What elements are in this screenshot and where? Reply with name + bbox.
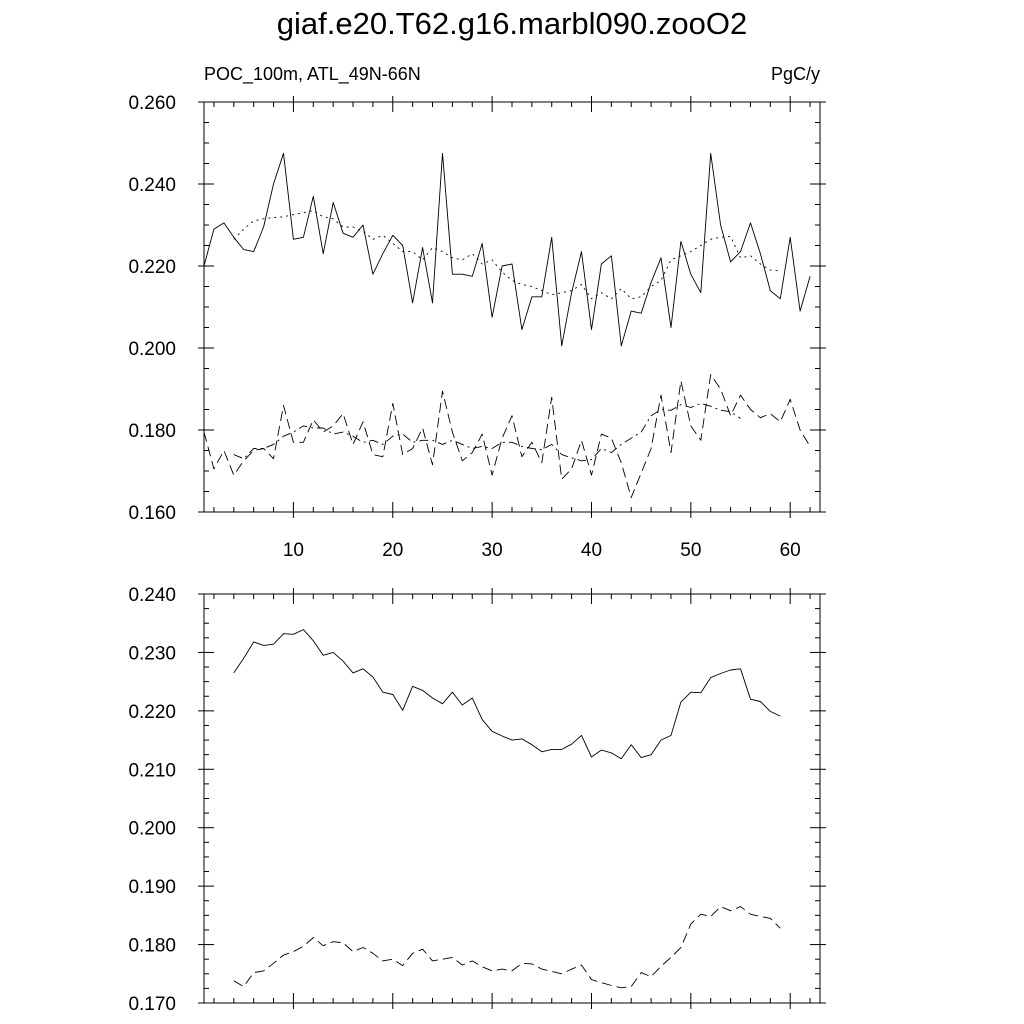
series-line-dashed xyxy=(204,375,810,498)
variable-label: POC_100m, ATL_49N-66N xyxy=(204,64,421,84)
series-line-solid xyxy=(234,630,781,759)
x-tick-label: 30 xyxy=(481,540,503,561)
page-title: giaf.e20.T62.g16.marbl090.zooO2 xyxy=(276,6,748,41)
plot-frame xyxy=(204,102,820,512)
y-tick-label: 0.200 xyxy=(128,339,176,360)
y-tick-label: 0.220 xyxy=(128,257,176,278)
y-tick-label: 0.240 xyxy=(128,585,176,606)
y-tick-label: 0.180 xyxy=(128,935,176,957)
bottom-panel xyxy=(128,585,826,1015)
series-line-dashed xyxy=(234,907,781,988)
top-panel xyxy=(128,93,826,561)
plot-frame xyxy=(204,594,820,1003)
x-tick-label: 40 xyxy=(580,540,603,561)
units-label: PgC/y xyxy=(770,64,820,84)
y-tick-label: 0.220 xyxy=(128,701,176,723)
series-line-solid xyxy=(204,153,810,346)
series-line-dotted xyxy=(234,211,781,299)
x-tick-label: 10 xyxy=(282,540,304,561)
y-tick-label: 0.200 xyxy=(128,818,176,840)
y-tick-label: 0.210 xyxy=(128,760,176,782)
y-tick-label: 0.190 xyxy=(128,877,176,899)
x-tick-label: 20 xyxy=(382,540,404,561)
y-tick-label: 0.160 xyxy=(128,503,176,524)
y-tick-label: 0.180 xyxy=(128,421,176,442)
y-tick-label: 0.170 xyxy=(128,994,176,1015)
series-line-dashdot xyxy=(234,403,741,460)
x-tick-label: 50 xyxy=(680,540,702,561)
y-tick-label: 0.230 xyxy=(128,643,176,665)
y-tick-label: 0.260 xyxy=(128,93,176,114)
y-tick-label: 0.240 xyxy=(128,175,176,196)
x-tick-label: 60 xyxy=(779,540,801,561)
